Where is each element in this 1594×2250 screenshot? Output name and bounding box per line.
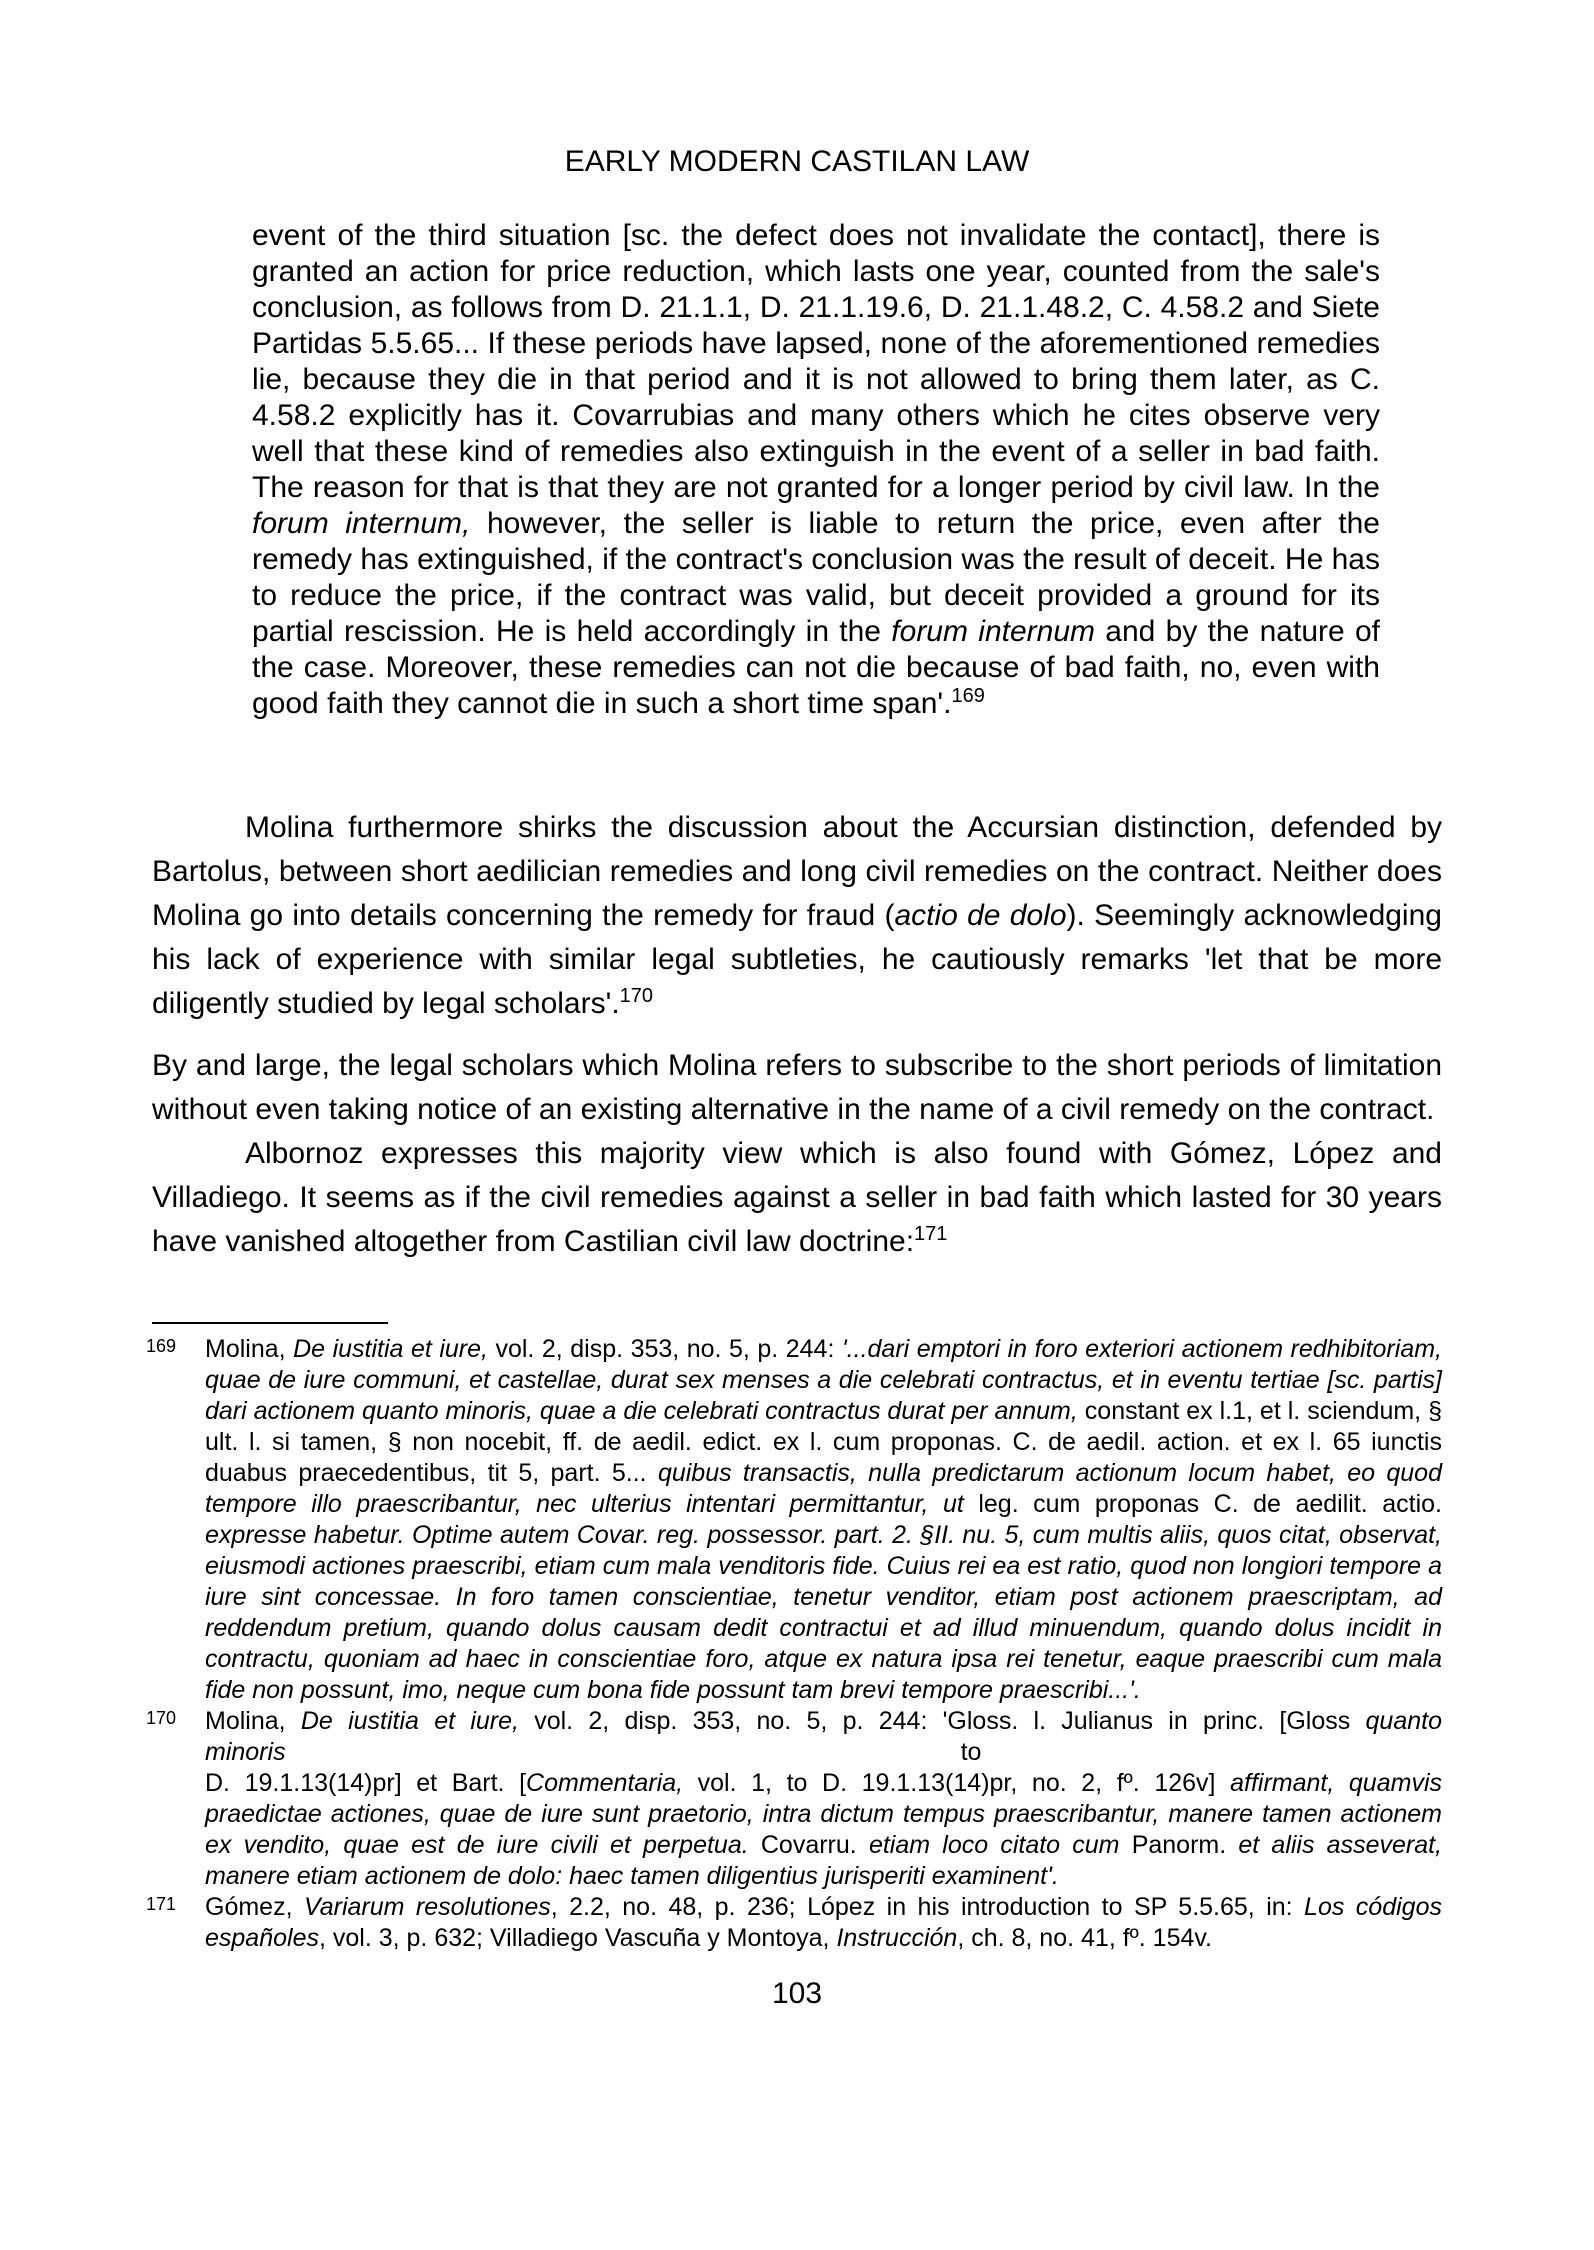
footnote-marker: 171 <box>914 1223 948 1245</box>
text-run: De iustitia et iure, <box>293 1335 488 1363</box>
text-run: leg. cum proponas C. de aedilit. actio. <box>978 1490 1442 1518</box>
footnote-number: 169 <box>146 1336 177 1356</box>
footnote <box>146 1706 1443 1892</box>
text-run: '...dari emptori in foro exteriori actionem redhibitoriam, quae de iure communi, et castellae, durat sex menses a die celebrati contractus, et in eventu tertiae [sc. partis] dari actionem quanto minoris, quae a die celebrati contractus durat per annum, <box>205 1335 1442 1425</box>
text-run: Instrucción <box>836 1924 958 1952</box>
paragraph <box>152 1044 1442 1132</box>
text-run: to <box>960 1738 982 1766</box>
running-header-title: EARLY MODERN CASTILAN LAW <box>564 145 1030 178</box>
footnotes-section <box>146 1334 1443 1954</box>
text-run: D. 19.1.13(14)pr] et Bart. [ <box>205 1769 527 1797</box>
footnote-number: 171 <box>146 1894 177 1914</box>
footnote <box>146 1334 1442 1706</box>
footnote-text <box>205 1334 1442 1706</box>
text-run: Commentaria, <box>526 1769 684 1797</box>
text-run: vol. 1, to D. 19.1.13(14)pr, no. 2, fº. 126v] <box>683 1769 1231 1797</box>
text-run: actio de dolo <box>894 899 1067 932</box>
footnote-text <box>205 1892 1442 1954</box>
text-run: Panorm. <box>1131 1831 1239 1859</box>
text-run: Albornoz expresses this majority view which is also found with Gómez, López and Villadiego. It seems as if the civil remedies against a seller in bad faith which lasted for 30 years have vanished altogether from Castilian civil law doctrine: <box>152 1137 1442 1258</box>
text-run: minoris <box>205 1738 286 1766</box>
paragraph <box>152 1132 1442 1264</box>
body-paragraphs <box>152 806 1442 1264</box>
footnote-text <box>205 1706 1442 1737</box>
footnote-separator-rule <box>152 1322 388 1324</box>
footnote-text <box>205 1737 1442 1768</box>
footnote <box>146 1892 1442 1954</box>
text-run: quibus transactis, nulla predictarum actionum locum habet, eo quod tempore illo praescribantur, nec ulterius intentari permittantur, ut <box>205 1459 1442 1518</box>
footnote-text <box>205 1768 1442 1892</box>
text-run: forum internum, <box>252 507 471 540</box>
text-run: De iustitia et iure, <box>300 1707 519 1735</box>
footnote-marker: 169 <box>951 685 985 707</box>
text-run: expresse habetur. Optime autem Covar. reg. possessor. part. 2. §II. nu. 5, cum multis aliis, quos citat, observat, eiusmodi actiones praescribi, etiam cum mala venditoris fide. Cuius rei ea est ratio, quod non longiori tempore a iure sint concessae. In foro tamen conscientiae, tenetur venditor, etiam post actionem praescriptam, ad reddendum pretium, quando dolus causam dedit contractui et ad illud minuendum, quando dolus incidit in contractu, quoniam ad haec in conscientiae foro, atque ex natura ipsa rei tenetur, eaque praescribi cum mala fide non possunt, imo, neque cum bona fide possunt tam brevi tempore praescribi...'. <box>205 1521 1442 1704</box>
text-run: and by the nature of the case. Moreover, these remedies can not die because of bad faith, no, even with good faith they cannot die in such a short time span'. <box>252 615 1380 720</box>
page-number: 103 <box>771 1977 823 2010</box>
paragraph <box>152 806 1442 1026</box>
text-run: et aliis asseverat, manere etiam actionem de dolo: haec tamen diligentius jurisperiti examinent'. <box>205 1831 1443 1890</box>
footnote-marker: 170 <box>619 985 654 1007</box>
text-run: constant ex l.1, et l. sciendum, § ult. l. si tamen, § non nocebit, ff. de aedil. edict. ex l. cum proponas. C. de aedil. action. et ex l. 65 iunctis duabus praecedentibus, tit 5, part. 5... <box>205 1397 1442 1487</box>
text-run: forum internum <box>891 615 1095 648</box>
text-run: Variarum resolutiones <box>303 1893 551 1921</box>
text-run: Covarru. <box>760 1831 869 1859</box>
text-run: vol. 2, disp. 353, no. 5, p. 244: 'Gloss. l. Julianus in princ. [Gloss <box>518 1707 1366 1735</box>
text-run: , 2.2, no. 48, p. 236; López in his introduction to SP 5.5.65, in: <box>550 1893 1305 1921</box>
text-run: Molina, <box>205 1707 301 1735</box>
footnote-number: 170 <box>146 1708 177 1728</box>
text-run: etiam loco citato cum <box>868 1831 1132 1859</box>
text-run: affirmant, quamvis praedictae actiones, quae de iure sunt praetorio, intra dictum tempus praescribantur, manere tamen actionem ex vendito, quae est de iure civili et perpetua. <box>205 1769 1442 1859</box>
text-run: event of the third situation [sc. the defect does not invalidate the contact], there is granted an action for price reduction, which lasts one year, counted from the sale's conclusion, as follows from D. 21.1.1, D. 21.1.19.6, D. 21.1.48.2, C. 4.58.2 and Siete Partidas 5.5.65... If these periods have lapsed, none of the aforementioned remedies lie, because they die in that period and it is not allowed to bring them later, as C. 4.58.2 explicitly has it. Covarrubias and many others which he cites observe very well that these kind of remedies also extinguish in the event of a seller in bad faith. The reason for that is that they are not granted for a longer period by civil law. In the <box>252 219 1380 504</box>
text-run: Molina, <box>205 1335 294 1363</box>
text-run: ). Seemingly acknowledging his lack of experience with similar legal subtleties, he cautiously remarks 'let that be more diligently studied by legal scholars'. <box>152 899 1442 1020</box>
text-run: By and large, the legal scholars which Molina refers to subscribe to the short periods of limitation without even taking notice of an existing alternative in the name of a civil remedy on the contract. <box>152 1049 1442 1126</box>
text-run: , vol. 3, p. 632; Villadiego Vascuña y Montoya, <box>318 1924 837 1952</box>
text-run: Molina furthermore shirks the discussion about the Accursian distinction, defended by Bartolus, between short aedilician remedies and long civil remedies on the contract. Neither does Molina go into details concerning the remedy for fraud ( <box>152 811 1442 932</box>
text-run: quanto <box>1365 1707 1442 1735</box>
text-run: , ch. 8, no. 41, fº. 154v. <box>957 1924 1212 1952</box>
text-run: Los códigos españoles <box>205 1893 1442 1952</box>
block-quote <box>252 218 1380 722</box>
text-run: vol. 2, disp. 353, no. 5, p. 244: <box>487 1335 842 1363</box>
text-run: however, the seller is liable to return the price, even after the remedy has extinguished, if the contract's conclusion was the result of deceit. He has to reduce the price, if the contract was valid, but deceit provided a ground for its partial rescission. He is held accordingly in the <box>252 507 1380 648</box>
text-run: Gómez, <box>205 1893 304 1921</box>
